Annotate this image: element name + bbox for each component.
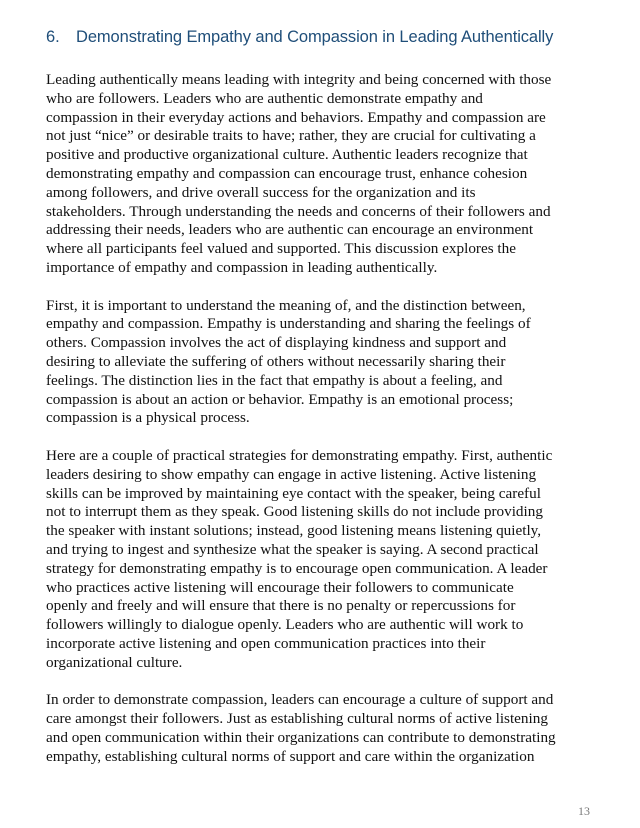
text-line: not to interrupt them as they speak. Good listening skills do not include providing bbox=[46, 503, 543, 521]
text-line: and open communication within their organizations can contribute to demonstrating bbox=[46, 728, 556, 746]
text-line: who practices active listening will encourage their followers to communicate bbox=[46, 578, 514, 596]
section-number: 6. bbox=[46, 28, 60, 46]
text-line: Leading authentically means leading with integrity and being concerned with those bbox=[46, 71, 552, 88]
text-line: demonstrating empathy and compassion can encourage trust, enhance cohesion bbox=[46, 164, 528, 182]
text-line: leaders desiring to show empathy can engage in active listening. Active listening bbox=[46, 465, 537, 483]
text-line: among followers, and drive overall success for the organization and its bbox=[46, 183, 476, 201]
text-line: compassion is a physical process. bbox=[46, 409, 250, 427]
text-line: empathy and compassion. Empathy is understanding and sharing the feelings of bbox=[46, 315, 531, 333]
section-heading bbox=[46, 28, 553, 47]
text-line: incorporate active listening and open communication practices into their bbox=[46, 634, 486, 652]
text-line: the speaker with instant solutions; instead, good listening means listening quietly, bbox=[46, 522, 542, 540]
paragraph bbox=[46, 447, 596, 673]
paragraph bbox=[46, 297, 596, 429]
text-line: who are followers. Leaders who are authentic demonstrate empathy and bbox=[46, 89, 483, 107]
text-line: First, it is important to understand the meaning of, and the distinction between, bbox=[46, 296, 526, 314]
text-line: compassion is about an action or behavior. Empathy is an emotional process; bbox=[46, 390, 514, 408]
text-line: stakeholders. Through understanding the needs and concerns of their followers and bbox=[46, 202, 551, 220]
paragraph bbox=[46, 71, 596, 278]
text-line: skills can be improved by maintaining eye contact with the speaker, being careful bbox=[46, 484, 541, 502]
text-line: and trying to ingest and synthesize what the speaker is saying. A second practical bbox=[46, 540, 539, 558]
text-line: importance of empathy and compassion in leading authentically. bbox=[46, 258, 438, 276]
text-line: not just “nice” or desirable traits to have; rather, they are crucial for cultivating a bbox=[46, 127, 536, 145]
text-line: strategy for demonstrating empathy is to encourage open communication. A leader bbox=[46, 559, 548, 577]
text-line: others. Compassion involves the act of displaying kindness and support and bbox=[46, 334, 507, 352]
text-line: Here are a couple of practical strategies for demonstrating empathy. First, authentic bbox=[46, 446, 553, 464]
text-line: where all participants feel valued and supported. This discussion explores the bbox=[46, 240, 516, 258]
text-line: compassion in their everyday actions and behaviors. Empathy and compassion are bbox=[46, 108, 546, 126]
text-line: openly and freely and will ensure that there is no penalty or repercussions for bbox=[46, 597, 516, 615]
paragraph bbox=[46, 691, 596, 766]
text-line: In order to demonstrate compassion, leaders can encourage a culture of support and bbox=[46, 691, 554, 709]
text-line: feelings. The distinction lies in the fact that empathy is about a feeling, and bbox=[46, 371, 503, 389]
text-line: organizational culture. bbox=[46, 653, 183, 671]
page-number: 13 bbox=[578, 804, 590, 818]
text-line: followers willingly to dialogue openly. Leaders who are authentic will work to bbox=[46, 616, 524, 634]
body-text bbox=[46, 71, 596, 785]
text-line: desiring to alleviate the suffering of others without necessarily sharing their bbox=[46, 352, 506, 370]
text-line: care amongst their followers. Just as establishing cultural norms of active listening bbox=[46, 710, 548, 728]
text-line: empathy, establishing cultural norms of support and care within the organization bbox=[46, 747, 535, 765]
section-title: Demonstrating Empathy and Compassion in Leading Authentically bbox=[76, 28, 554, 46]
text-line: positive and productive organizational culture. Authentic leaders recognize that bbox=[46, 146, 528, 164]
text-line: addressing their needs, leaders who are authentic can encourage an environment bbox=[46, 221, 534, 239]
